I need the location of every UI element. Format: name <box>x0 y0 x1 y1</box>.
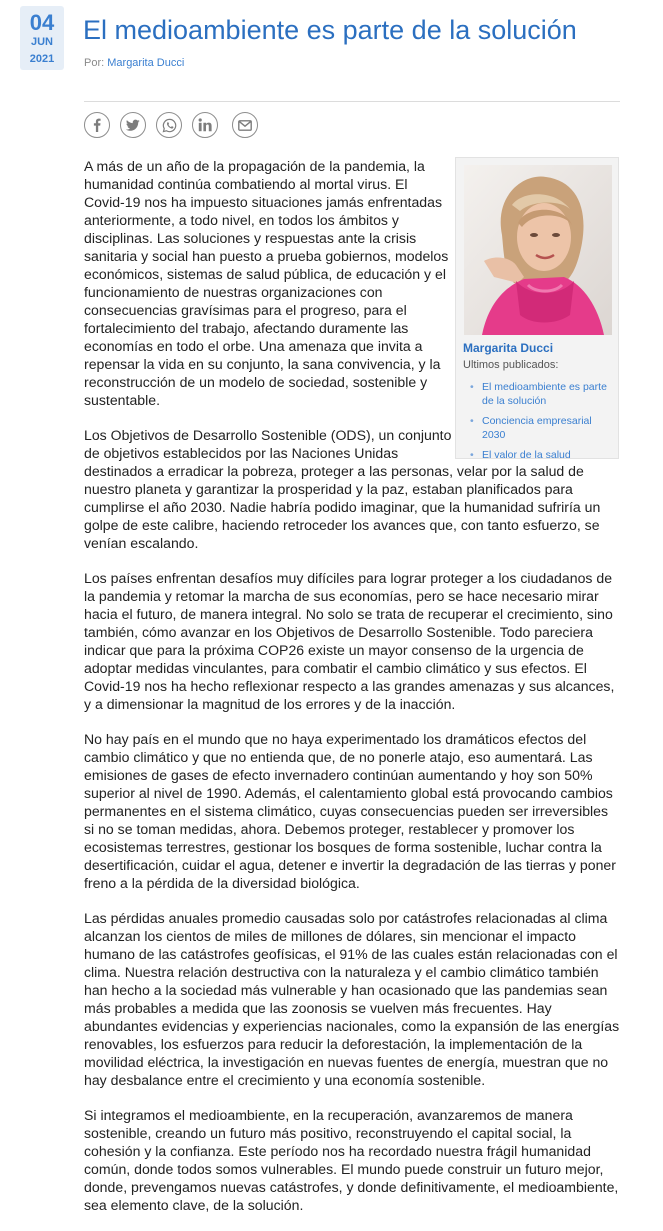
email-icon[interactable] <box>232 112 258 138</box>
author-link[interactable]: Margarita Ducci <box>107 57 185 69</box>
article-title: El medioambiente es parte de la solución <box>83 15 577 45</box>
article-paragraph: Si integramos el medioambiente, en la recuperación, avanzaremos de manera sostenible, creando un futuro más positivo, reconstruyendo el capital social, la cohesión y la confianza. Este período nos ha recordado nuestra frágil humanidad común, donde todos somos vulnerables. El mundo puede construir un futuro mejor, donde, prevengamos nuevas catástrofes, y donde definitivamente, el medioambiente, sea elemento clave, de la solución. <box>84 1107 619 1213</box>
article-paragraph: Los países enfrentan desafíos muy difíciles para lograr proteger a los ciudadanos de la pandemia y retomar la marcha de sus economías, pero se hace necesario mirar hacia el futuro, de manera integral. No solo se trata de recuperar el crecimiento, sino también, cómo avanzar en los Objetivos de Desarrollo Sostenible. Todo pareciera indicar que para la próxima COP26 existe un mayor consenso de la urgencia de adoptar medidas vinculantes, para combatir el cambio climático y sus efectos. El Covid-19 nos ha hecho reflexionar respecto a las grandes amenazas y sus alcances, y a dimensionar la magnitud de los errores y de la inacción. <box>84 570 615 712</box>
article-paragraph: Las pérdidas anuales promedio causadas solo por catástrofes relacionadas al clima alcanzan los cientos de miles de millones de dólares, sin mencionar el impacto humano de las catástrofes geofísicas, el 91% de las cuales están relacionadas con el clima. Nuestra relación destructiva con la naturaleza y el cambio climático también han hecho a la sociedad más vulnerable y han ocasionado que las pandemias sean más probables a medida que las zoonosis se vuelven más frecuentes. Hay abundantes evidencias y experiencias nacionales, como la expansión de las energías renovables, los esfuerzos para reducir la deforestación, la implementación de la movilidad eléctrica, la investigación en nuevas fuentes de energía, muestran que no hay desbalance entre el crecimiento y una economía sostenible. <box>84 910 620 1088</box>
whatsapp-icon[interactable] <box>156 112 182 138</box>
twitter-icon[interactable] <box>120 112 146 138</box>
date-badge <box>20 6 64 70</box>
recent-post-link[interactable]: • Conciencia empresarial 2030 <box>470 414 610 442</box>
article-paragraph: A más de un año de la propagación de la pandemia, la humanidad continúa combatiendo al mortal virus. El Covid-19 nos ha impuesto situaciones jamás enfrentadas anteriormente, a todo nivel, en todos los ámbitos y disciplinas. Las soluciones y respuestas ante la crisis sanitaria y social han puesto a prueba gobiernos, modelos económicos, sistemas de salud pública, de educación y el funcionamiento de nuestras organizaciones con consecuencias gravísimas para el progreso, para el fortalecimiento del trabajo, afectando duramente las economías en todo el orbe. Una amenaza que invita a repensar la vida en su conjunto, la sana convivencia, y la reconstrucción de un modelo de sociedad, sostenible y sustentable. <box>84 158 449 408</box>
date-year: 2021 <box>29 53 55 65</box>
sidebar-spacer <box>452 157 620 462</box>
recent-post-link[interactable]: • El medioambiente es parte de la solución <box>470 380 610 408</box>
article-body <box>84 157 620 1231</box>
sidebar-subtitle: Ultimos publicados: <box>463 359 559 371</box>
divider <box>84 101 620 102</box>
article-paragraph: No hay país en el mundo que no haya experimentado los dramáticos efectos del cambio climático y que no entienda que, de no ponerle atajo, eso aumentará. Las emisiones de gases de efecto invernadero continúan aumentando y hoy son 50% superior al nivel de 1990. Además, el calentamiento global está provocando cambios permanentes en el sistema climático, cuyas consecuencias pueden ser irreversibles si no se toman medidas, ahora. Debemos proteger, restablecer y promover los ecosistemas terrestres, gestionar los bosques de forma sostenible, luchar contra la desertificación, cuidar el agua, detener e invertir la degradación de las tierras y poner freno a la pérdida de la diversidad biológica. <box>84 731 616 891</box>
recent-post-link[interactable]: • El valor de la salud <box>470 448 610 462</box>
byline-prefix: Por: <box>84 57 105 69</box>
sidebar-author-name[interactable]: Margarita Ducci <box>463 341 554 355</box>
byline <box>84 57 184 69</box>
date-day: 04 <box>29 10 55 35</box>
article-paragraph: Los Objetivos de Desarrollo Sostenible (ODS), un conjunto de objetivos establecidos por las Naciones Unidas destinados a erradicar la pobreza, proteger a las personas, velar por la salud de nuestro planeta y garantizar la prosperidad y la paz, estaban planificados para cumplirse el año 2030. Nadie habría podido imaginar, que la humanidad sufriría un golpe de este calibre, haciendo retroceder los avances que, con tanto esfuerzo, se venían escalando. <box>84 427 601 551</box>
facebook-icon[interactable] <box>84 112 110 138</box>
date-month: JUN <box>30 36 53 48</box>
linkedin-icon[interactable] <box>192 112 218 138</box>
